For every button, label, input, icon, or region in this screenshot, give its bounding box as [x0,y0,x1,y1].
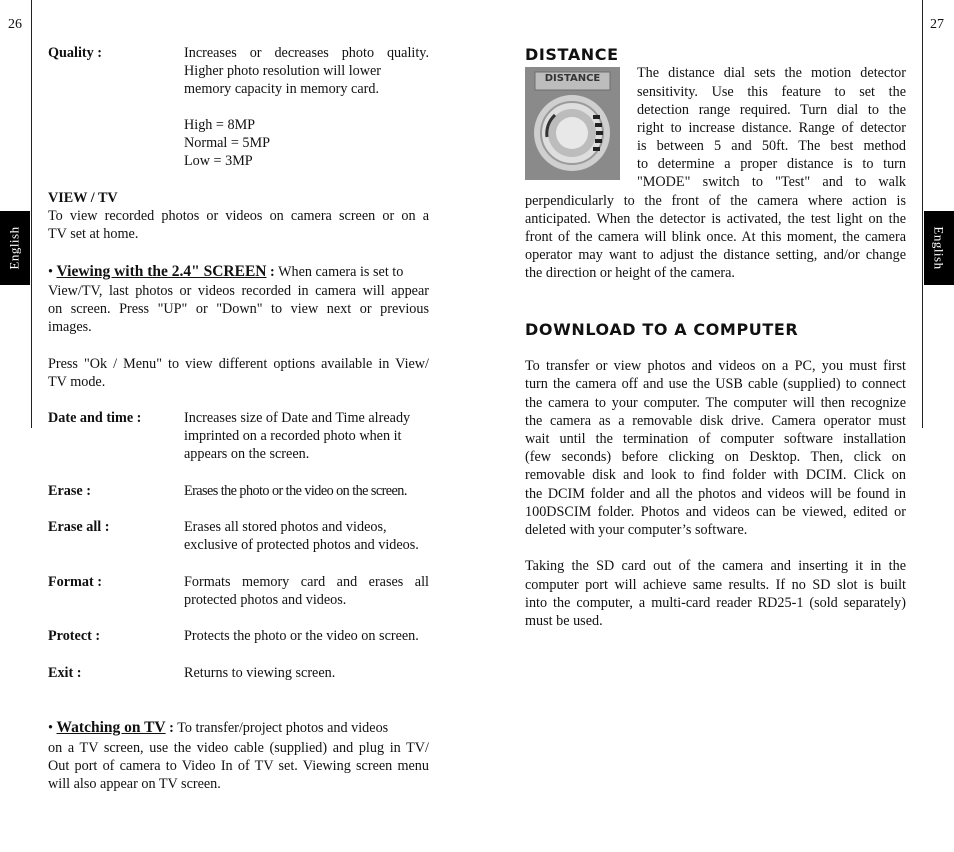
language-tab-label: English [932,226,948,270]
language-tab-right [924,211,954,285]
watching-line-2: on a TV screen, use the video cable (supplied) and plug in TV/ [48,740,429,756]
viewing-first-line [48,263,429,281]
quality-option-low: Low = 3MP [184,153,253,169]
download-p1-line-10: deleted with your computer’s software. [525,522,748,538]
language-tab-label: English [7,226,23,270]
distance-dial-photo [525,67,620,180]
bullet: • [48,720,53,736]
page-number-right: 27 [930,17,944,32]
page-number-left: 26 [8,17,22,32]
press-ok-line-1: Press "Ok / Menu" to view different options available in View/ [48,356,429,372]
download-p1-line-7: removable disk and look to find folder with DCIM. Click on [525,467,906,483]
dial-label: DISTANCE [544,73,601,84]
download-p1-line-2: turn the camera off and use the USB cable (supplied) to connect [525,376,906,392]
quality-option-high: High = 8MP [184,117,256,133]
distance-heading: DISTANCE [525,45,619,64]
download-p1-line-9: 100DSCIM folder. Photos and videos can be viewed, edited or [525,504,906,520]
watching-line-3: Out port of camera to Video In of TV set. Viewing screen menu [48,758,429,774]
format-desc-line-2: protected photos and videos. [184,592,347,608]
colon: : [270,264,275,280]
erase-label: Erase : [48,483,91,499]
distance-side-line-5: is between 5 and 50ft. The best method [637,138,906,154]
format-desc-line-1: Formats memory card and erases all [184,574,429,590]
viewing-line-4: images. [48,319,92,335]
right-margin-rule [922,0,923,428]
distance-line-11: operator may want to adjust the distance setting, and/or change [525,247,906,263]
distance-side-line-1: The distance dial sets the motion detector [637,65,906,81]
date-time-desc-line-1: Increases size of Date and Time already [184,410,411,426]
colon: : [169,720,174,736]
viewing-line-3: on screen. Press "UP" or "Down" to view next or previous [48,301,429,317]
press-ok-line-2: TV mode. [48,374,106,390]
protect-label: Protect : [48,628,101,644]
exit-label: Exit : [48,665,82,681]
download-p2-line-2: computer port will achieve same results. If no SD slot is built [525,577,906,593]
date-time-desc-line-3: appears on the screen. [184,446,310,462]
viewing-line-2: View/TV, last photos or videos recorded in camera will appear [48,283,429,299]
distance-side-line-6: to determine a proper distance is to turn [637,156,906,172]
distance-side-line-7: "MODE" switch to "Test" and to walk [637,174,906,190]
distance-side-line-2: sensitivity. Use this feature to set the [637,84,906,100]
quality-desc-line-1: Increases or decreases photo quality. [184,45,429,61]
watching-first-line-text: To transfer/project photos and videos [177,720,389,736]
distance-line-10: front of the camera will blink once. At this moment, the camera [525,229,906,245]
view-tv-line-1: To view recorded photos or videos on camera screen or on a [48,208,429,224]
erase-all-desc-line-1: Erases all stored photos and videos, [184,519,387,535]
viewing-first-line-text: When camera is set to [278,264,404,280]
protect-desc: Protects the photo or the video on screen. [184,628,419,644]
format-label: Format : [48,574,102,590]
download-heading: DOWNLOAD TO A COMPUTER [525,320,799,339]
quality-desc-line-3: memory capacity in memory card. [184,81,380,97]
erase-desc: Erases the photo or the video on the screen. [184,483,407,499]
download-p1-line-3: the camera to your computer. The computer will then recognize [525,395,906,411]
watching-first-line [48,719,429,737]
erase-all-desc-line-2: exclusive of protected photos and videos. [184,537,419,553]
download-p1-line-4: the camera as a removable disk drive. Camera operator must [525,413,906,429]
erase-all-label: Erase all : [48,519,110,535]
distance-line-9: anticipated. When the detector is activated, the test light on the [525,211,906,227]
download-p1-line-8: the DCIM folder and all the photos and videos will be found in [525,486,906,502]
language-tab-left [0,211,30,285]
download-p2-line-1: Taking the SD card out of the camera and inserting it in the [525,558,906,574]
download-p1-line-6: (few seconds) before clicking on Desktop. Then, click on [525,449,906,465]
left-margin-rule [31,0,32,428]
bullet: • [48,264,53,280]
download-p1-line-1: To transfer or view photos and videos on a PC, you must first [525,358,906,374]
distance-side-line-3: detection range required. Turn dial to the [637,102,906,118]
quality-option-normal: Normal = 5MP [184,135,271,151]
date-time-desc-line-2: imprinted on a recorded photo when it [184,428,402,444]
download-p2-line-3: into the computer, a multi-card reader RD25-1 (sold separately) [525,595,906,611]
distance-line-12: the direction or height of the camera. [525,265,735,281]
quality-desc-line-2: Higher photo resolution will lower [184,63,382,79]
watching-line-4: will also appear on TV screen. [48,776,221,792]
download-p2-line-4: must be used. [525,613,603,629]
watching-title: Watching on TV [56,719,166,736]
viewing-title: Viewing with the 2.4" SCREEN [56,263,267,280]
distance-side-line-4: right to increase distance. Range of detector [637,120,906,136]
date-time-label: Date and time : [48,410,142,426]
view-tv-heading: VIEW / TV [48,190,118,206]
distance-line-8: perpendicularly to the front of the camera where action is [525,193,906,209]
download-p1-line-5: wait until the termination of computer software installation [525,431,906,447]
exit-desc: Returns to viewing screen. [184,665,336,681]
view-tv-line-2: TV set at home. [48,226,139,242]
quality-label: Quality : [48,45,102,61]
